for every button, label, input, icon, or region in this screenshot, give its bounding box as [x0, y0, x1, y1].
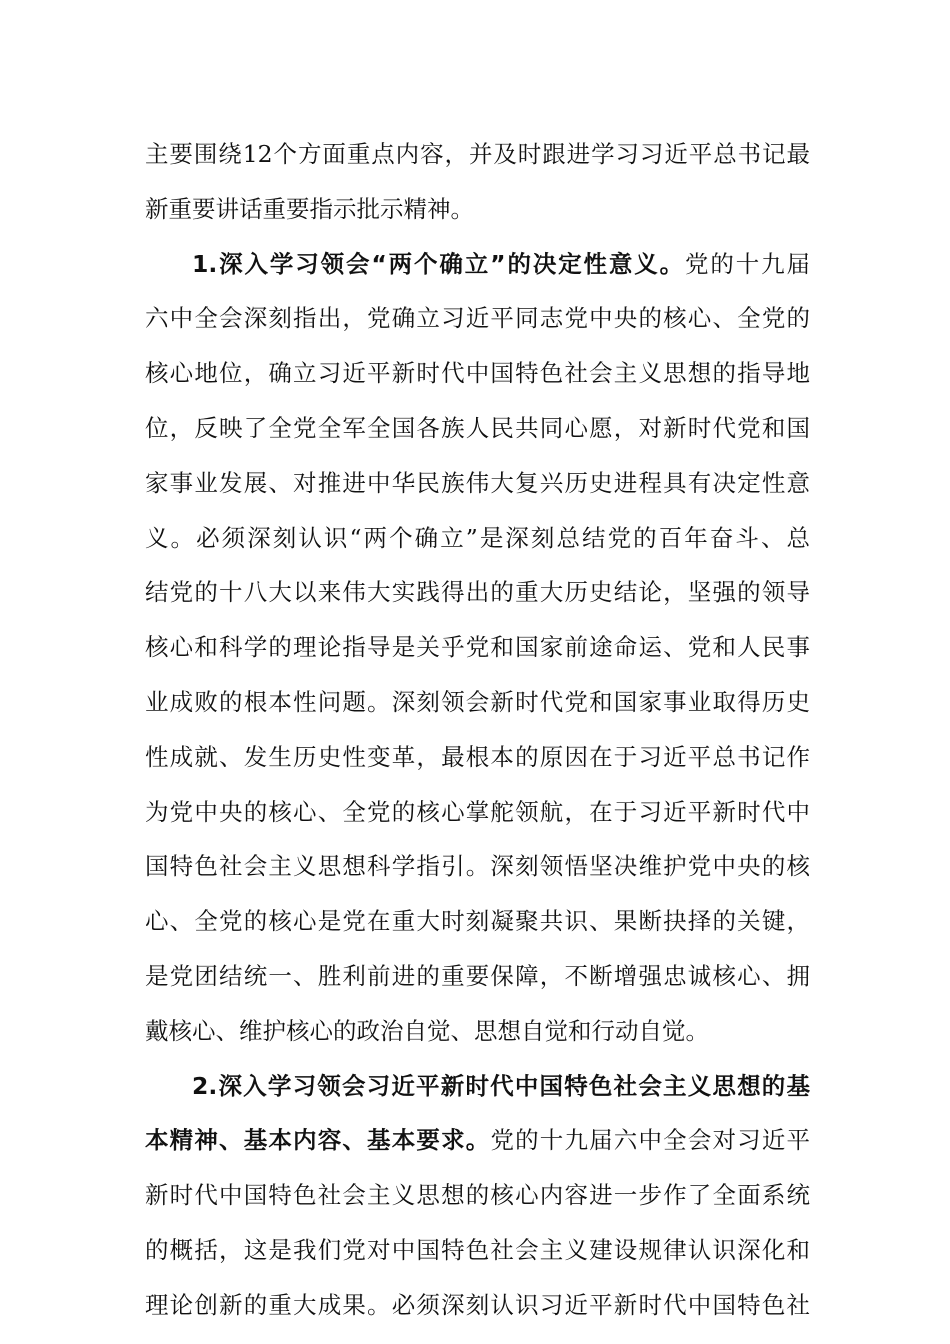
paragraph-line: 是党团结统一、胜利前进的重要保障，不断增强忠诚核心、拥 [145, 961, 810, 990]
section-1-heading: 1.深入学习领会“两个确立”的决定性意义。 [192, 249, 686, 278]
paragraph-line: 六中全会深刻指出，党确立习近平同志党中央的核心、全党的 [145, 304, 810, 333]
paragraph-line: 戴核心、维护核心的政治自觉、思想自觉和行动自觉。 [145, 1016, 709, 1045]
paragraph-line: 国特色社会主义思想科学指引。深刻领悟坚决维护党中央的核 [145, 852, 810, 881]
paragraph-line: 心、全党的核心是党在重大时刻凝聚共识、果断抉择的关键， [145, 907, 810, 936]
paragraph-line: 新时代中国特色社会主义思想的核心内容进一步作了全面系统 [145, 1181, 810, 1210]
paragraph-line: 家事业发展、对推进中华民族伟大复兴历史进程具有决定性意 [145, 468, 810, 497]
section-2-text: 党的十九届六中全会对习近平 [490, 1126, 811, 1155]
body-text [145, 127, 810, 1333]
paragraph-line: 核心地位，确立习近平新时代中国特色社会主义思想的指导地 [145, 359, 810, 388]
section-1-first-line [145, 237, 810, 292]
paragraph-line: 结党的十八大以来伟大实践得出的重大历史结论，坚强的领导 [145, 578, 810, 607]
paragraph-line: 的概括，这是我们党对中国特色社会主义建设规律认识深化和 [145, 1235, 810, 1264]
section-1-text: 党的十九届 [685, 249, 811, 278]
paragraph-line: 业成败的根本性问题。深刻领会新时代党和国家事业取得历史 [145, 687, 810, 716]
paragraph-line: 位，反映了全党全军全国各族人民共同心愿，对新时代党和国 [145, 413, 810, 442]
paragraph-line: 新重要讲话重要指示批示精神。 [145, 194, 474, 223]
paragraph-line: 主要围绕12个方面重点内容，并及时跟进学习习近平总书记最 [145, 140, 810, 168]
paragraph-line: 理论创新的重大成果。必须深刻认识习近平新时代中国特色社 [145, 1290, 810, 1319]
paragraph-line: 性成就、发生历史性变革，最根本的原因在于习近平总书记作 [145, 742, 810, 771]
section-2-heading-end: 本精神、基本内容、基本要求。 [145, 1126, 491, 1155]
paragraph-line: 核心和科学的理论指导是关乎党和国家前途命运、党和人民事 [145, 633, 810, 662]
paragraph-line: 义。必须深刻认识“两个确立”是深刻总结党的百年奋斗、总 [145, 523, 810, 552]
section-2-heading: 2.深入学习领会习近平新时代中国特色社会主义思想的基 [192, 1071, 810, 1100]
section-2-second-line [145, 1113, 810, 1168]
paragraph-line: 为党中央的核心、全党的核心掌舵领航，在于习近平新时代中 [145, 797, 810, 826]
